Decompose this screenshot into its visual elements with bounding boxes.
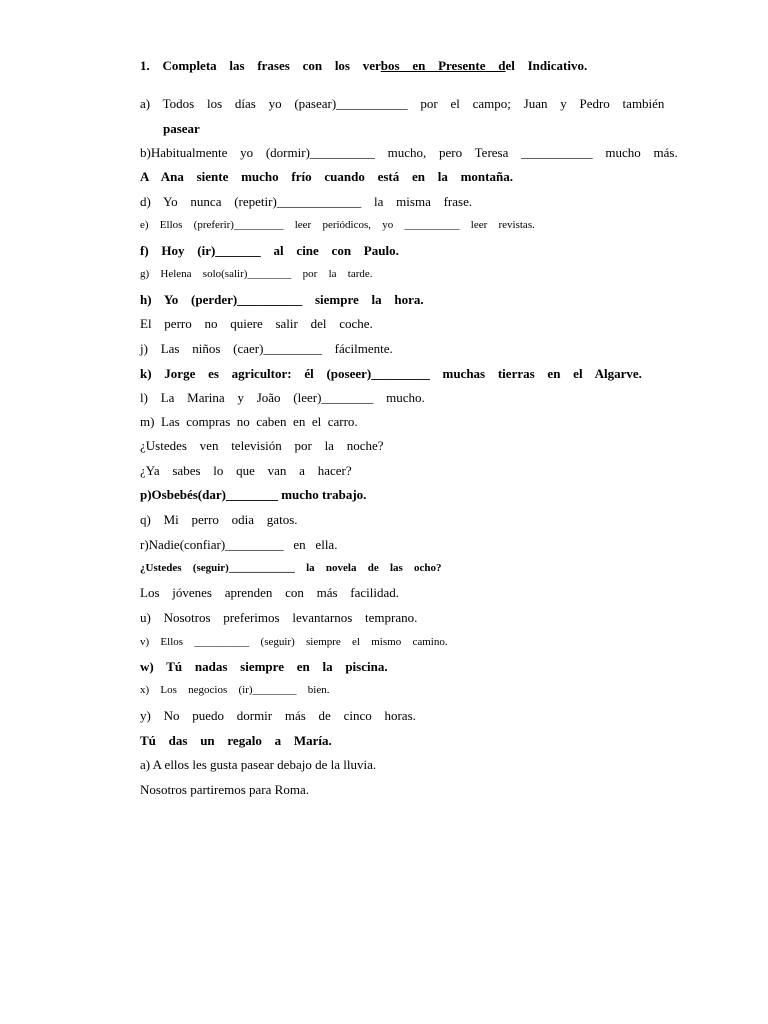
sentence-i: El perro no quiere salir del coche.: [140, 316, 373, 331]
sentence-p: p)Osbebés(dar)________ mucho trabajo.: [140, 487, 367, 502]
sentence-a: a) Todos los días yo (pasear)___________ por el campo; Juan y Pedro también: [140, 96, 665, 111]
sentence-v: v) Ellos __________ (seguir) siempre el mismo camino.: [140, 636, 448, 648]
sentence-y: y) No puedo dormir más de cinco horas.: [140, 708, 416, 723]
title-part-underlined: bos en Presente d: [380, 58, 506, 73]
sentence-u: u) Nosotros preferimos levantarnos temprano.: [140, 610, 418, 625]
exercise-title: [140, 58, 587, 74]
sentence-r: r)Nadie(confiar)_________ en ella.: [140, 537, 338, 552]
sentence-m: m) Las compras no caben en el carro.: [140, 414, 358, 429]
sentence-b: b)Habitualmente yo (dormir)__________ mucho, pero Teresa ___________ mucho más.: [140, 145, 678, 160]
title-part-1: 1. Completa las frases con los ver: [140, 58, 381, 73]
sentence-s: ¿Ustedes (seguir)____________ la novela de las ocho?: [140, 562, 442, 574]
sentence-g: g) Helena solo(salir)________ por la tarde.: [140, 268, 373, 280]
sentence-extra-b: Nosotros partiremos para Roma.: [140, 782, 309, 797]
sentence-n: ¿Ustedes ven televisión por la noche?: [140, 438, 384, 453]
sentence-j: j) Las niños (caer)_________ fácilmente.: [140, 341, 393, 356]
sentence-e: e) Ellos (preferir)_________ leer periódicos, yo __________ leer revistas.: [140, 219, 535, 231]
sentence-x: x) Los negocios (ir)________ bien.: [140, 684, 330, 696]
sentence-z: Tú das un regalo a María.: [140, 733, 332, 748]
title-part-2: el Indicativo.: [505, 58, 588, 73]
sentence-f: f) Hoy (ir)_______ al cine con Paulo.: [140, 243, 399, 258]
sentence-h: h) Yo (perder)__________ siempre la hora.: [140, 292, 424, 307]
sentence-c: A Ana siente mucho frío cuando está en la montaña.: [140, 169, 513, 184]
sentence-q: q) Mi perro odia gatos.: [140, 512, 298, 527]
sentence-d: d) Yo nunca (repetir)_____________ la misma frase.: [140, 194, 473, 209]
sentence-o: ¿Ya sabes lo que van a hacer?: [140, 463, 352, 478]
sentence-k: k) Jorge es agricultor: él (poseer)_________ muchas tierras en el Algarve.: [140, 366, 642, 381]
sentence-extra-a: a) A ellos les gusta pasear debajo de la lluvia.: [140, 757, 377, 772]
sentence-t: Los jóvenes aprenden con más facilidad.: [140, 585, 400, 600]
sentence-w: w) Tú nadas siempre en la piscina.: [140, 659, 388, 674]
sentence-a-continuation: pasear: [163, 121, 200, 136]
sentence-l: l) La Marina y João (leer)________ mucho.: [140, 390, 425, 405]
